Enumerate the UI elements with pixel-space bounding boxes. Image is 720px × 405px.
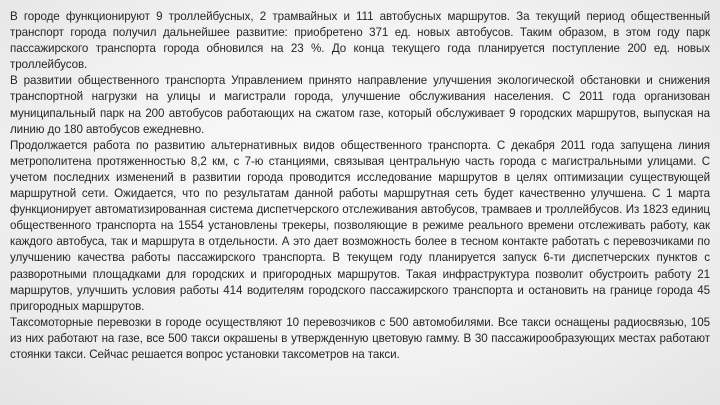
- paragraph-taxi-services: Таксомоторные перевозки в городе осуществляют 10 перевозчиков с 500 автомобилями. Все такси оснащены радиосвязью, 105 из них работают на газе, все 500 такси окрашены в утвержденную цветовую гамму. В 30 пассажирообразующих местах работают стоянки такси. Сейчас решается вопрос установки таксометров на такси.: [10, 315, 710, 361]
- paragraph-alternative-transport: Продолжается работа по развитию альтернативных видов общественного транспорта. С декабря 2011 года запущена линия метрополитена протяженностью 8,2 км, с 7-ю станциями, связывая центральную часть города с магистральными улицами. С учетом последних изменений в развитии города проводится исследование маршрутов в целях оптимизации существующей маршрутной сети. Ожидается, что по результатам данной работы маршрутная сеть будет качественно улучшена. С 1 марта функционирует автоматизированная система диспетчерского отслеживания автобусов, трамваев и троллейбусов. Из 1823 единиц общественного транспорта на 1554 установлены трекеры, позволяющие в режиме реального времени отслеживать работу, как каждого автобуса, так и маршрута в отдельности. А это дает возможность более в тесном контакте работать с перевозчиками по улучшению качества работы пассажирского транспорта. В текущем году планируется запуск 6-ти диспетчерских пунктов с разворотными площадками для городских и пригородных маршрутов. Такая инфраструктура позволит обустроить работу 21 маршрутов, улучшить условия работы 414 водителям городского пассажирского транспорта и остановить на границе города 45 пригородных маршрутов.: [10, 138, 710, 313]
- paragraph-fleet-overview: В городе функционируют 9 троллейбусных, 2 трамвайных и 111 автобусных маршрутов. За текущий период общественный транспорт города получил дальнейшее развитие: приобретено 371 ед. новых автобусов. Таким образом, в этом году парк пассажирского транспорта города обновился на 23 %. До конца текущего года планируется поступление 200 ед. новых троллейбусов.: [10, 10, 710, 72]
- paragraph-ecology-gas-buses: В развитии общественного транспорта Управлением принято направление улучшения экологической обстановки и снижения транспортной нагрузки на улицы и магистрали города, улучшение обслуживания населения. С 2011 года организован муниципальный парк на 200 автобусов работающих на сжатом газе, который обслуживает 9 городских маршрутов, выпуская на линию до 180 автобусов ежедневно.: [10, 74, 710, 136]
